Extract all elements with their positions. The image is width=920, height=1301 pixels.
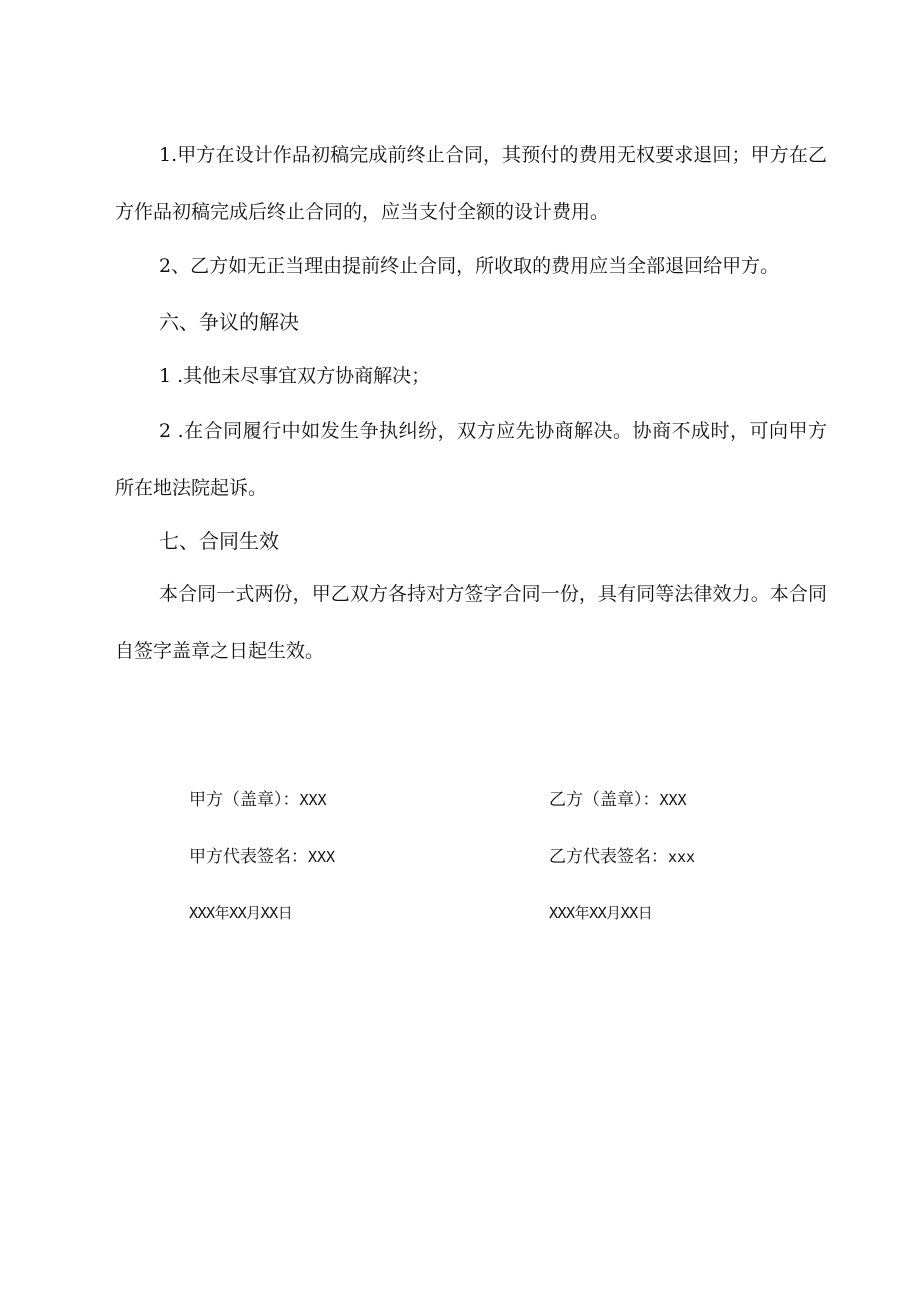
party-a-date: XXX年XX月XX日 — [189, 904, 293, 922]
clause-dispute-negotiation: 1 .其他未尽事宜双方协商解决； — [159, 365, 431, 387]
party-b-seal-line — [549, 788, 687, 812]
clause-dispute-court: 2 .在合同履行中如发生争执纠纷，双方应先协商解决。协商不成时，可向甲方所在地法院起诉。 — [115, 420, 827, 499]
party-b-rep-line — [549, 845, 695, 869]
party-a-rep-label: 甲方代表签名： — [189, 847, 308, 867]
party-a-rep-line — [189, 845, 335, 869]
party-a-rep-value: XXX — [308, 848, 336, 866]
clause-contract-effect: 本合同一式两份，甲乙双方各持对方签字合同一份，具有同等法律效力。本合同自签字盖章之日起生效。 — [115, 583, 827, 662]
clause-termination-party-b: 2、乙方如无正当理由提前终止合同，所收取的费用应当全部退回给甲方。 — [159, 255, 780, 277]
party-a-seal-line — [189, 788, 327, 812]
section-heading-effect: 七、合同生效 — [159, 529, 279, 553]
clause-termination-party-a: 1.甲方在设计作品初稿完成前终止合同，其预付的费用无权要求退回；甲方在乙方作品初稿完成后终止合同的，应当支付全额的设计费用。 — [115, 144, 827, 223]
party-a-seal-label: 甲方（盖章）： — [189, 790, 300, 810]
party-b-date: XXX年XX月XX日 — [549, 904, 653, 922]
party-b-rep-label: 乙方代表签名： — [549, 847, 668, 867]
party-a-seal-value: XXX — [299, 791, 327, 809]
party-b-rep-value: xxx — [668, 848, 696, 866]
party-b-seal-label: 乙方（盖章）： — [549, 790, 660, 810]
party-b-seal-value: XXX — [659, 791, 687, 809]
section-heading-dispute: 六、争议的解决 — [159, 310, 299, 334]
